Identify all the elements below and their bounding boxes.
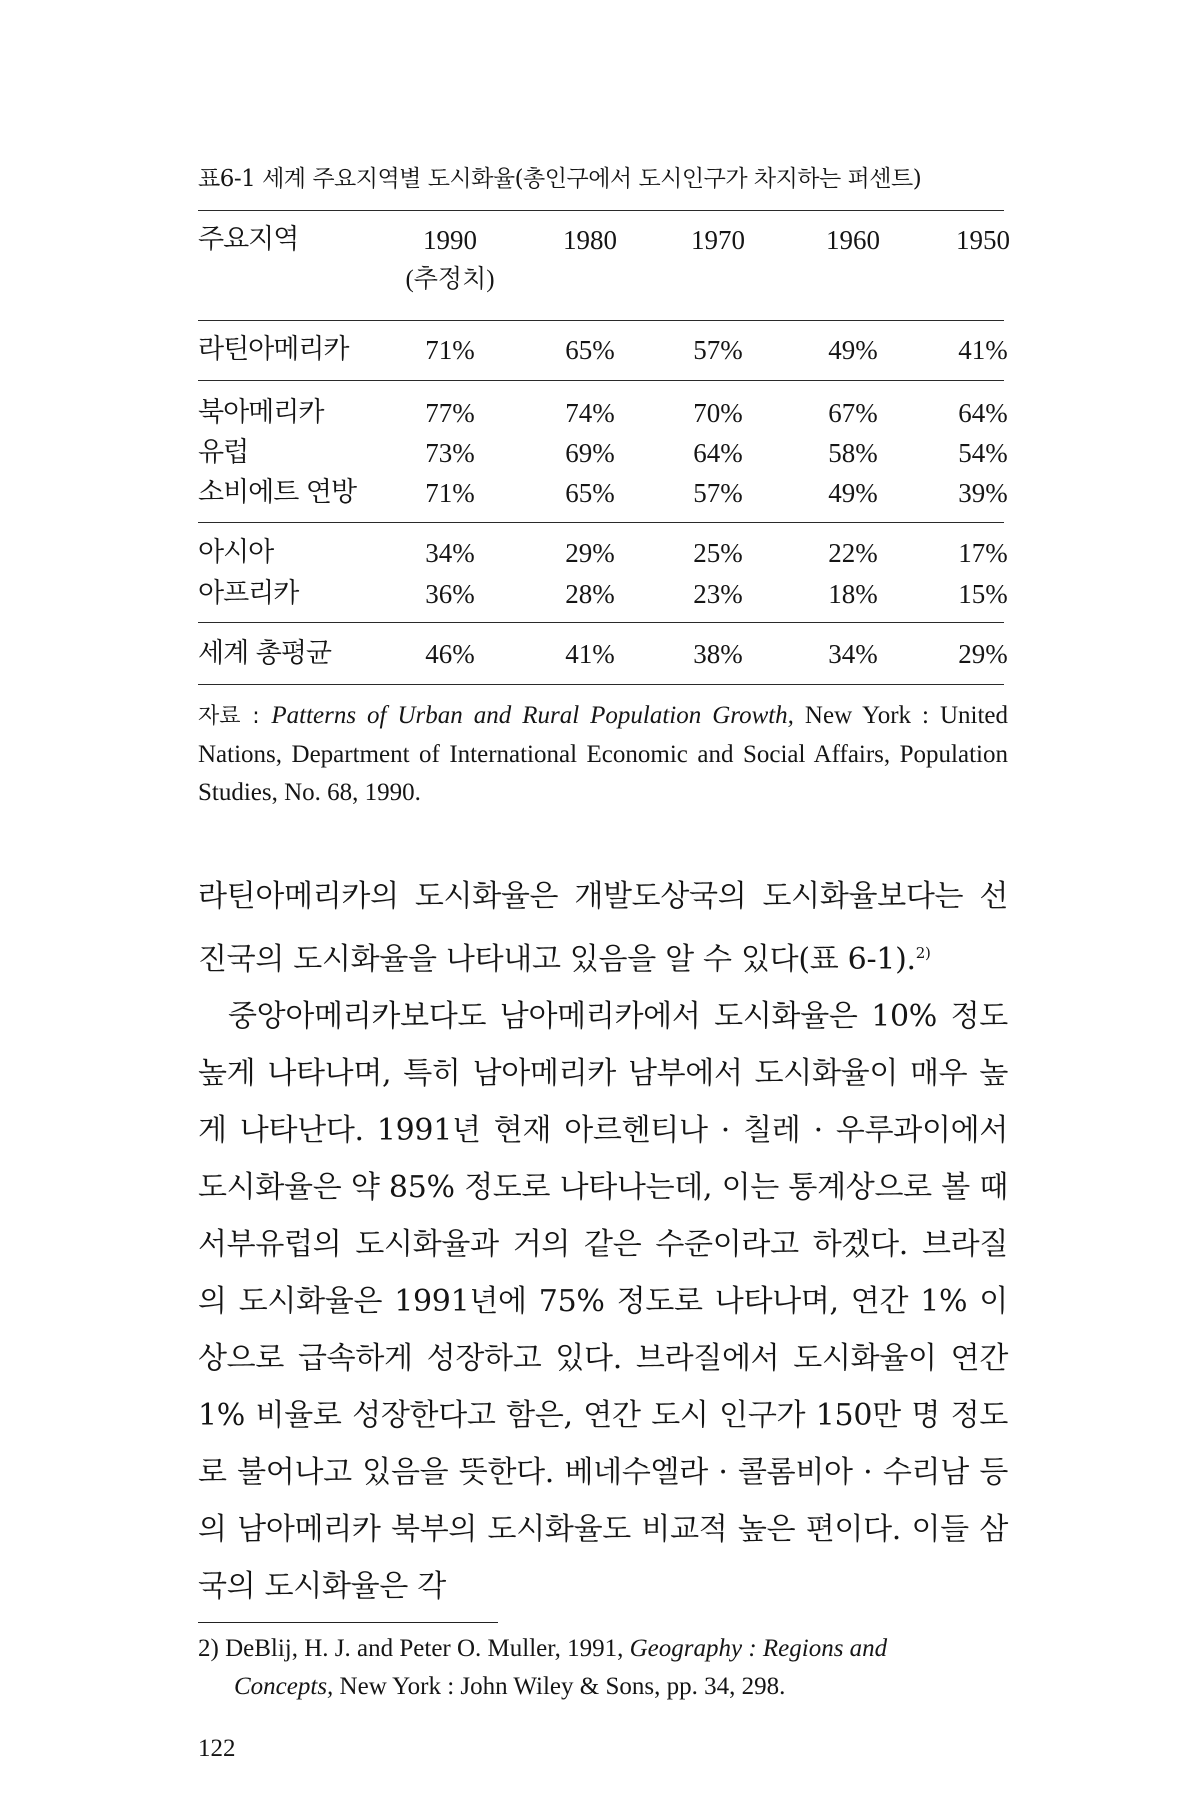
header-year-1990: 1990 (423, 225, 477, 255)
table-cell: 29% (565, 538, 615, 568)
table-cell: 36% (425, 579, 475, 609)
header-year-1970: 1970 (691, 225, 745, 255)
footnote-book-title-cont: Concepts, (234, 1673, 334, 1700)
table-cell: 71% (425, 335, 475, 365)
body-paragraph: 중앙아메리카보다도 남아메리카에서 도시화율은 10% 정도 높게 나타나며, 특히 남아메리카 남부에서 도시화율이 매우 높게 나타난다. 1991년 현재 아르헨티나 · 칠레 · 우루과이에서 도시화율은 약 85% 정도로 나타나는데, 이는 통계상으로 볼 때 서부유럽의 도시화율과 거의 같은 수준이라고 하겠다. 브라질의 도시화율은 1991년에 75% 정도로 나타나며, 연간 1% 이상으로 급속하게 성장하고 있다. 브라질에서 도시화율이 연간 1% 비율로 성장한다고 함은, 연간 도시 인구가 150만 명 정도로 불어나고 있음을 뜻한다. 베네수엘라 · 콜롬비아 · 수리남 등의 남아메리카 북부의 도시화율도 비교적 높은 편이다. 이들 삼국의 도시화율은 각 (198, 999, 1008, 1604)
table-cell: 54% (958, 438, 1008, 468)
table-source-note (198, 697, 1008, 812)
table-cell: 41% (958, 335, 1008, 365)
header-year-1960: 1960 (826, 225, 880, 255)
header-region: 주요지역 (198, 224, 299, 255)
table-cell: 77% (425, 398, 475, 428)
table-cell: 22% (828, 538, 878, 568)
source-title: Patterns of Urban and Rural Population Growth, (271, 702, 794, 729)
body-text (198, 868, 1008, 1615)
table-cell: 49% (828, 335, 878, 365)
header-year-1980: 1980 (563, 225, 617, 255)
group-rule (198, 622, 1004, 623)
table-cell: 58% (828, 438, 878, 468)
table-cell: 70% (693, 398, 743, 428)
table-cell: 74% (565, 398, 615, 428)
header-rule (198, 320, 1004, 321)
table-cell: 17% (958, 538, 1008, 568)
table-top-rule (198, 210, 1004, 211)
source-details: New York : United Nations, Department of International Economic and Social Affairs, Population Studies, No. 68, 1990. (198, 702, 1008, 806)
header-year-1950: 1950 (956, 225, 1010, 255)
table-cell: 25% (693, 538, 743, 568)
footnote-citation: 2) DeBlij, H. J. and Peter O. Muller, 1991, (198, 1635, 630, 1662)
table-cell: 34% (828, 639, 878, 669)
table-cell: 28% (565, 579, 615, 609)
table-row-region: 아프리카 (198, 578, 299, 609)
table-cell: 71% (425, 478, 475, 508)
table-cell: 49% (828, 478, 878, 508)
footnote-reference: 2) (915, 944, 931, 962)
page-number: 122 (198, 1735, 236, 1762)
table-cell: 57% (693, 335, 743, 365)
paragraph-text: 라틴아메리카의 도시화율은 개발도상국의 도시화율보다는 선진국의 도시화율을 나타내고 있음을 알 수 있다(표 6-1). (198, 879, 1008, 977)
footnote-rule (198, 1622, 498, 1623)
body-paragraph (198, 868, 1008, 988)
table-cell: 29% (958, 639, 1008, 669)
table-row-region: 북아메리카 (198, 397, 324, 428)
table-cell: 38% (693, 639, 743, 669)
table-cell: 18% (828, 579, 878, 609)
table-cell: 57% (693, 478, 743, 508)
table-bottom-rule (198, 684, 1004, 685)
footnote (198, 1630, 1008, 1706)
footnote-publisher: New York : John Wiley & Sons, pp. 34, 298. (333, 1673, 786, 1700)
table-cell: 69% (565, 438, 615, 468)
table-cell: 39% (958, 478, 1008, 508)
source-lead: 자료 : (198, 704, 272, 729)
table-cell: 15% (958, 579, 1008, 609)
footnote-line (198, 1630, 1008, 1668)
table-row-region: 유럽 (198, 437, 249, 468)
table-cell: 64% (693, 438, 743, 468)
table-cell: 64% (958, 398, 1008, 428)
table-cell: 23% (693, 579, 743, 609)
table-row-region: 세계 총평균 (198, 638, 331, 669)
table-row-region: 아시아 (198, 537, 274, 568)
table-row-region: 라틴아메리카 (198, 334, 349, 365)
table-cell: 67% (828, 398, 878, 428)
table-cell: 34% (425, 538, 475, 568)
table-caption: 표6-1 세계 주요지역별 도시화율(총인구에서 도시인구가 차지하는 퍼센트) (198, 166, 922, 192)
table-cell: 41% (565, 639, 615, 669)
header-estimate-note: (추정치) (405, 266, 495, 293)
table-cell: 65% (565, 478, 615, 508)
table-cell: 46% (425, 639, 475, 669)
footnote-line (198, 1668, 1008, 1706)
table-row-region: 소비에트 연방 (198, 477, 357, 508)
table-cell: 65% (565, 335, 615, 365)
footnote-book-title: Geography : Regions and (629, 1635, 888, 1662)
group-rule (198, 380, 1004, 381)
table-cell: 73% (425, 438, 475, 468)
group-rule (198, 522, 1004, 523)
